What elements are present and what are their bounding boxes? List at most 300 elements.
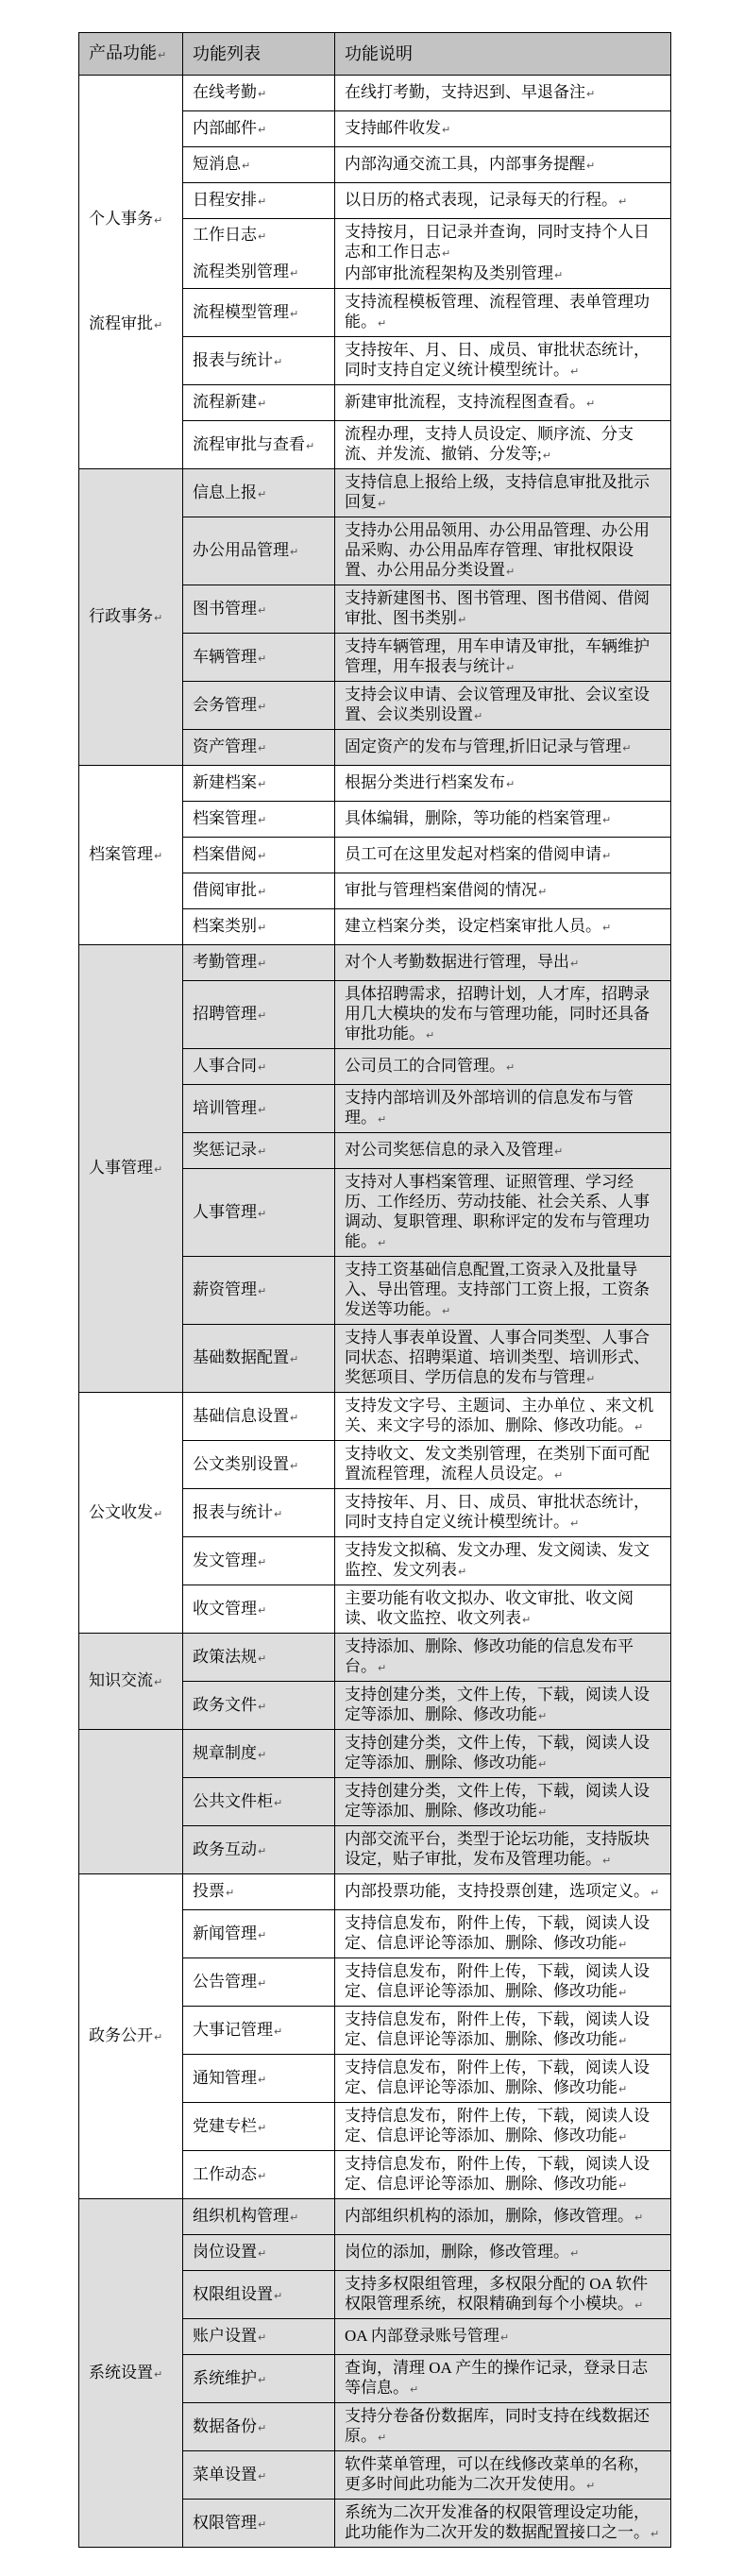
paragraph-mark-icon: ↵: [634, 1421, 644, 1433]
paragraph-mark-icon: ↵: [258, 1652, 267, 1665]
paragraph-mark-icon: ↵: [410, 2383, 419, 2396]
paragraph-mark-icon: ↵: [618, 2035, 628, 2047]
paragraph-mark-icon: ↵: [290, 307, 299, 320]
category-label: 系统设置↵: [89, 2363, 163, 2381]
description-paragraph: 支持添加、删除、修改功能的信息发布平台。↵: [345, 1637, 634, 1675]
description-cell: [335, 1133, 671, 1169]
feature-cell: [183, 2055, 335, 2103]
paragraph-mark-icon: ↵: [158, 48, 167, 61]
category-label: 知识交流↵: [89, 1671, 163, 1689]
feature-label: 流程类别管理↵: [193, 262, 299, 280]
description-paragraph: 审批与管理档案借阅的情况↵: [345, 881, 548, 899]
paragraph-mark-icon: ↵: [618, 2179, 628, 2192]
feature-label: 报表与统计↵: [193, 350, 283, 369]
paragraph-mark-icon: ↵: [154, 1676, 163, 1688]
feature-cell: [183, 730, 335, 766]
feature-label: 图书管理↵: [193, 599, 267, 618]
feature-cell: [183, 1133, 335, 1169]
category-cell: [79, 1874, 183, 2199]
paragraph-mark-icon: ↵: [506, 778, 516, 790]
paragraph-mark-icon: ↵: [634, 2212, 644, 2224]
description-paragraph: 系统为二次开发准备的权限管理设定功能，此功能作为二次开发的数据配置接口之一。↵: [345, 2503, 660, 2541]
paragraph-mark-icon: ↵: [274, 2025, 283, 2038]
category-cell: [79, 76, 183, 469]
description-cell: [335, 585, 671, 634]
description-cell: [335, 1169, 671, 1257]
description-cell: [335, 1537, 671, 1585]
paragraph-mark-icon: ↵: [258, 1603, 267, 1617]
paragraph-mark-icon: ↵: [602, 814, 612, 826]
paragraph-mark-icon: ↵: [570, 365, 580, 378]
feature-label: 人事管理↵: [193, 1202, 267, 1221]
paragraph-mark-icon: ↵: [258, 398, 267, 410]
paragraph-mark-icon: ↵: [618, 1939, 628, 1951]
paragraph-mark-icon: ↵: [618, 195, 628, 208]
feature-label: 薪资管理↵: [193, 1280, 267, 1298]
description-cell: [335, 634, 671, 682]
paragraph-mark-icon: ↵: [242, 160, 251, 172]
paragraph-mark-icon: ↵: [538, 1758, 548, 1771]
description-paragraph: 具体招聘需求，招聘计划，人才库，招聘录用几大模块的发布与管理功能，同时还具备审批功能。↵: [345, 985, 650, 1042]
paragraph-mark-icon: ↵: [154, 1163, 163, 1176]
feature-label: 信息上报↵: [193, 483, 267, 501]
description-cell: [335, 2271, 671, 2319]
paragraph-mark-icon: ↵: [258, 2517, 267, 2531]
feature-cell: [183, 2235, 335, 2271]
paragraph-mark-icon: ↵: [258, 229, 267, 243]
description-paragraph: 查询，清理 OA 产生的操作记录，登录日志等信息。↵: [345, 2359, 649, 2397]
description-paragraph: 支持按年、月、日、成员、审批状态统计，同时支持自定义统计模型统计。↵: [345, 1493, 650, 1531]
feature-cell: [183, 1874, 335, 1910]
paragraph-mark-icon: ↵: [154, 319, 163, 331]
category-label: 个人事务↵: [89, 210, 163, 228]
paragraph-mark-icon: ↵: [258, 1103, 267, 1116]
feature-cell: [183, 1778, 335, 1826]
paragraph-mark-icon: ↵: [154, 2367, 163, 2381]
description-paragraph: 建立档案分类，设定档案审批人员。↵: [345, 917, 612, 935]
table-row: [79, 945, 671, 981]
description-paragraph: 支持邮件收发↵: [345, 119, 451, 137]
paragraph-mark-icon: ↵: [154, 2031, 163, 2043]
description-paragraph: 软件菜单管理，可以在线修改菜单的名称，更多时间此功能为二次开发使用。↵: [345, 2455, 650, 2493]
paragraph-mark-icon: ↵: [570, 2247, 580, 2260]
paragraph-mark-icon: ↵: [586, 1373, 596, 1385]
paragraph-mark-icon: ↵: [258, 2469, 267, 2483]
feature-label: 档案类别↵: [193, 917, 267, 935]
description-paragraph: 支持创建分类，文件上传，下载，阅读人设定等添加、删除、修改功能↵: [345, 1686, 650, 1723]
feature-label: 政务互动↵: [193, 1839, 267, 1858]
description-cell: [335, 1910, 671, 1958]
paragraph-mark-icon: ↵: [622, 742, 632, 754]
description-cell: [335, 219, 671, 289]
paragraph-mark-icon: ↵: [258, 742, 267, 754]
feature-label: 招聘管理↵: [193, 1005, 267, 1023]
description-cell: [335, 1826, 671, 1874]
paragraph-mark-icon: ↵: [290, 546, 299, 558]
description-paragraph: 支持信息发布，附件上传，下载，阅读人设定、信息评论等添加、删除、修改功能↵: [345, 2155, 650, 2193]
paragraph-mark-icon: ↵: [226, 1887, 235, 1899]
feature-cell: [183, 682, 335, 730]
feature-label: 党建专栏↵: [193, 2116, 267, 2135]
feature-label: 借阅审批↵: [193, 881, 267, 899]
description-paragraph: 支持分卷备份数据库，同时支持在线数据还原。↵: [345, 2407, 650, 2445]
feature-label: 政策法规↵: [193, 1647, 267, 1666]
description-paragraph: 新建审批流程，支持流程图查看。↵: [345, 393, 596, 411]
description-cell: [335, 289, 671, 337]
description-paragraph: 支持信息发布，附件上传，下载，阅读人设定、信息评论等添加、删除、修改功能↵: [345, 1962, 650, 2000]
paragraph-mark-icon: ↵: [522, 1614, 532, 1626]
paragraph-mark-icon: ↵: [618, 2131, 628, 2144]
description-paragraph: 对个人考勤数据进行管理，导出↵: [345, 953, 580, 971]
feature-cell: [183, 1085, 335, 1133]
feature-cell: [183, 873, 335, 909]
category-label: 政务公开↵: [89, 2026, 163, 2044]
table-row: [79, 1874, 671, 1910]
description-cell: [335, 2403, 671, 2451]
paragraph-mark-icon: ↵: [258, 1844, 267, 1857]
feature-cell: [183, 2007, 335, 2055]
category-cell: [79, 469, 183, 766]
description-cell: [335, 766, 671, 802]
paragraph-mark-icon: ↵: [554, 269, 564, 281]
paragraph-mark-icon: ↵: [442, 247, 451, 260]
description-cell: [335, 1325, 671, 1393]
paragraph-mark-icon: ↵: [274, 1507, 283, 1520]
paragraph-mark-icon: ↵: [258, 2421, 267, 2434]
feature-label: 会务管理↵: [193, 695, 267, 714]
paragraph-mark-icon: ↵: [554, 1145, 564, 1158]
description-cell: [335, 1634, 671, 1682]
feature-cell: [183, 981, 335, 1049]
feature-label: 投票↵: [193, 1882, 235, 1900]
description-cell: [335, 873, 671, 909]
description-cell: [335, 337, 671, 385]
description-cell: [335, 2199, 671, 2235]
paragraph-mark-icon: ↵: [442, 1305, 451, 1317]
paragraph-mark-icon: ↵: [474, 710, 483, 722]
description-paragraph: 内部交流平台，类型于论坛功能，支持版块设定，贴子审批，发布及管理功能。↵: [345, 1830, 650, 1868]
description-paragraph: 支持新建图书、图书管理、图书借阅、借阅审批、图书类别↵: [345, 589, 650, 627]
feature-label: 数据备份↵: [193, 2416, 267, 2435]
description-cell: [335, 2235, 671, 2271]
feature-label: 考勤管理↵: [193, 953, 267, 971]
description-paragraph: 支持办公用品领用、办公用品管理、办公用品采购、办公用品库存管理、审批权限设置、办公用品分类设置↵: [345, 521, 650, 579]
product-feature-table: [78, 32, 671, 2548]
paragraph-mark-icon: ↵: [290, 1353, 299, 1365]
paragraph-mark-icon: ↵: [586, 2480, 596, 2492]
paragraph-mark-icon: ↵: [258, 1061, 267, 1074]
paragraph-mark-icon: ↵: [442, 124, 451, 136]
paragraph-mark-icon: ↵: [258, 1928, 267, 1941]
feature-label: 系统维护↵: [193, 2368, 267, 2387]
table-row: [79, 1393, 671, 1441]
description-paragraph: 主要功能有收文拟办、收文审批、收文阅读、收文监控、收文列表↵: [345, 1589, 634, 1627]
feature-label: 公共文件柜↵: [193, 1791, 283, 1810]
paragraph-mark-icon: ↵: [154, 1507, 163, 1520]
feature-cell: [183, 469, 335, 517]
paragraph-mark-icon: ↵: [154, 612, 163, 624]
description-paragraph: 支持工资基础信息配置,工资录入及批量导入、导出管理。支持部门工资上报，工资条发送等功能。↵: [345, 1261, 650, 1318]
paragraph-mark-icon: ↵: [618, 1987, 628, 1999]
feature-label: 新闻管理↵: [193, 1924, 267, 1942]
table-row: [79, 1634, 671, 1682]
feature-cell: [183, 183, 335, 219]
header-cell-function-description: [335, 33, 671, 76]
description-paragraph: 支持收文、发文类别管理，在类别下面可配置流程管理，流程人员设定。↵: [345, 1445, 650, 1483]
feature-cell: [183, 766, 335, 802]
table-row: [79, 766, 671, 802]
paragraph-mark-icon: ↵: [651, 2528, 660, 2540]
feature-cell: [183, 1910, 335, 1958]
description-paragraph: OA 内部登录账号管理↵: [345, 2327, 510, 2345]
paragraph-mark-icon: ↵: [154, 214, 163, 227]
description-cell: [335, 1682, 671, 1730]
paragraph-mark-icon: ↵: [378, 2432, 387, 2444]
feature-cell: [183, 1730, 335, 1778]
description-cell: [335, 469, 671, 517]
paragraph-mark-icon: ↵: [306, 439, 315, 452]
description-cell: [335, 1393, 671, 1441]
description-paragraph: 内部投票功能，支持投票创建，选项定义。↵: [345, 1882, 660, 1900]
feature-label: 工作动态↵: [193, 2164, 267, 2183]
description-cell: [335, 945, 671, 981]
feature-label: 档案管理↵: [193, 809, 267, 827]
paragraph-mark-icon: ↵: [458, 1566, 467, 1578]
description-cell: [335, 2151, 671, 2199]
paragraph-mark-icon: ↵: [538, 1710, 548, 1722]
feature-cell: [183, 1826, 335, 1874]
paragraph-mark-icon: ↵: [651, 1887, 660, 1899]
feature-cell: [183, 2271, 335, 2319]
feature-cell: [183, 1634, 335, 1682]
category-cell: [79, 1393, 183, 1634]
paragraph-mark-icon: ↵: [570, 1517, 580, 1530]
description-cell: [335, 183, 671, 219]
feature-label: 流程模型管理↵: [193, 302, 299, 321]
feature-label: 公文类别设置↵: [193, 1454, 299, 1473]
paragraph-mark-icon: ↵: [458, 614, 467, 626]
feature-label: 档案借阅↵: [193, 845, 267, 863]
feature-cell: [183, 1393, 335, 1441]
paragraph-mark-icon: ↵: [258, 922, 267, 934]
paragraph-mark-icon: ↵: [258, 778, 267, 790]
description-cell: [335, 421, 671, 469]
paragraph-mark-icon: ↵: [290, 1459, 299, 1472]
description-paragraph: 在线打考勤，支持迟到、早退备注↵: [345, 83, 596, 101]
paragraph-mark-icon: ↵: [258, 1145, 267, 1158]
paragraph-mark-icon: ↵: [258, 2169, 267, 2182]
paragraph-mark-icon: ↵: [290, 266, 299, 280]
feature-label: 流程新建↵: [193, 393, 267, 411]
header-cell-product-function: [79, 33, 183, 76]
feature-cell: [183, 1958, 335, 2007]
paragraph-mark-icon: ↵: [258, 1555, 267, 1568]
header-row: [79, 33, 671, 76]
paragraph-mark-icon: ↵: [258, 1700, 267, 1713]
feature-cell: [183, 1169, 335, 1257]
category-label: 行政事务↵: [89, 607, 163, 625]
paragraph-mark-icon: ↵: [258, 2073, 267, 2086]
category-label: 档案管理↵: [89, 845, 163, 863]
description-cell: [335, 1730, 671, 1778]
description-paragraph: 员工可在这里发起对档案的借阅申请↵: [345, 845, 612, 863]
paragraph-mark-icon: ↵: [258, 2121, 267, 2134]
feature-cell: [183, 909, 335, 945]
paragraph-mark-icon: ↵: [290, 2212, 299, 2224]
description-paragraph: 公司员工的合同管理。↵: [345, 1057, 516, 1075]
description-paragraph: 内部审批流程架构及类别管理↵: [345, 264, 564, 282]
description-cell: [335, 1585, 671, 1634]
feature-cell: [183, 634, 335, 682]
paragraph-mark-icon: ↵: [538, 1806, 548, 1819]
feature-label: 日程安排↵: [193, 191, 267, 209]
paragraph-mark-icon: ↵: [274, 355, 283, 368]
feature-label: 报表与统计↵: [193, 1502, 283, 1521]
feature-cell: [183, 2103, 335, 2151]
feature-cell: [183, 111, 335, 147]
description-paragraph: 支持发文字号、主题词、主办单位 、来文机关、来文字号的添加、删除、修改功能。↵: [345, 1397, 654, 1434]
category-cell: [79, 1634, 183, 1730]
category-cell: [79, 945, 183, 1393]
feature-label: 流程审批与查看↵: [193, 434, 315, 453]
paragraph-mark-icon: ↵: [499, 2331, 510, 2344]
description-paragraph: 支持人事表单设置、人事合同类型、人事合同状态、招聘渠道、培训类型、培训形式、奖惩项目、学历信息的发布与管理↵: [345, 1329, 650, 1386]
description-paragraph: 支持信息上报给上级，支持信息审批及批示回复↵: [345, 473, 650, 511]
header-label: 功能说明: [345, 43, 413, 63]
description-cell: [335, 517, 671, 585]
description-paragraph: 固定资产的发布与管理,折旧记录与管理↵: [345, 737, 632, 755]
feature-cell: [183, 1585, 335, 1634]
paragraph-mark-icon: ↵: [542, 449, 551, 462]
paragraph-mark-icon: ↵: [554, 1469, 564, 1482]
table-row: [79, 2199, 671, 2235]
paragraph-mark-icon: ↵: [258, 2247, 267, 2260]
description-cell: [335, 909, 671, 945]
paragraph-mark-icon: ↵: [586, 398, 596, 410]
paragraph-mark-icon: ↵: [154, 850, 163, 862]
feature-label: 发文管理↵: [193, 1551, 267, 1569]
description-paragraph: 岗位的添加，删除，修改管理。↵: [345, 2243, 580, 2261]
description-cell: [335, 1085, 671, 1133]
feature-cell: [183, 1489, 335, 1537]
description-cell: [335, 2355, 671, 2403]
feature-cell: [183, 945, 335, 981]
paragraph-mark-icon: ↵: [506, 566, 516, 578]
description-cell: [335, 1958, 671, 2007]
paragraph-mark-icon: ↵: [258, 2331, 267, 2344]
description-cell: [335, 2500, 671, 2548]
description-paragraph: 根据分类进行档案发布↵: [345, 773, 516, 791]
feature-cell: [183, 2319, 335, 2355]
paragraph-mark-icon: ↵: [258, 886, 267, 898]
category-cell: [79, 766, 183, 945]
feature-label: 通知管理↵: [193, 2068, 267, 2087]
feature-label: 奖惩记录↵: [193, 1141, 267, 1159]
feature-cell: [183, 2403, 335, 2451]
category-label: 公文收发↵: [89, 1502, 163, 1521]
description-paragraph: 支持流程模板管理、流程管理、表单管理功能。↵: [345, 293, 650, 330]
category-label: 人事管理↵: [89, 1159, 163, 1177]
description-paragraph: 流程办理，支持人员设定、顺序流、分支流、并发流、撤销、分发等;↵: [345, 425, 634, 463]
description-cell: [335, 730, 671, 766]
feature-label: 权限组设置↵: [193, 2284, 283, 2303]
description-cell: [335, 147, 671, 183]
description-paragraph: 支持信息发布，附件上传，下载，阅读人设定、信息评论等添加、删除、修改功能↵: [345, 2107, 650, 2144]
feature-cell: [183, 1537, 335, 1585]
description-cell: [335, 1049, 671, 1085]
paragraph-mark-icon: ↵: [506, 1061, 516, 1074]
description-paragraph: 支持创建分类，文件上传，下载，阅读人设定等添加、删除、修改功能↵: [345, 1782, 650, 1820]
feature-cell: [183, 2355, 335, 2403]
feature-label: 权限管理↵: [193, 2513, 267, 2532]
paragraph-mark-icon: ↵: [290, 1411, 299, 1424]
description-paragraph: 以日历的格式表现，记录每天的行程。↵: [345, 191, 628, 209]
feature-label: 在线考勤↵: [193, 83, 267, 101]
paragraph-mark-icon: ↵: [258, 124, 267, 136]
paragraph-mark-icon: ↵: [274, 1796, 283, 1809]
paragraph-mark-icon: ↵: [258, 2373, 267, 2386]
feature-cell: [183, 585, 335, 634]
description-cell: [335, 2319, 671, 2355]
paragraph-mark-icon: ↵: [258, 603, 267, 617]
description-paragraph: 支持信息发布，附件上传，下载，阅读人设定、信息评论等添加、删除、修改功能↵: [345, 2059, 650, 2096]
paragraph-mark-icon: ↵: [602, 922, 612, 934]
description-paragraph: 支持会议申请、会议管理及审批、会议室设置、会议类别设置↵: [345, 686, 650, 723]
description-cell: [335, 802, 671, 838]
feature-label: 人事合同↵: [193, 1057, 267, 1075]
paragraph-mark-icon: ↵: [426, 1029, 435, 1042]
feature-cell: [183, 289, 335, 337]
description-paragraph: 内部组织机构的添加，删除，修改管理。↵: [345, 2207, 644, 2225]
paragraph-mark-icon: ↵: [258, 814, 267, 826]
header-label: 产品功能↵: [89, 42, 167, 62]
description-cell: [335, 2451, 671, 2500]
description-paragraph: 对公司奖惩信息的录入及管理↵: [345, 1141, 564, 1159]
paragraph-mark-icon: ↵: [258, 1207, 267, 1220]
feature-label: 收文管理↵: [193, 1599, 267, 1618]
paragraph-mark-icon: ↵: [586, 88, 596, 100]
paragraph-mark-icon: ↵: [634, 2299, 644, 2312]
feature-cell: [183, 802, 335, 838]
paragraph-mark-icon: ↵: [258, 700, 267, 713]
feature-label: 公告管理↵: [193, 1972, 267, 1991]
description-paragraph: 支持多权限组管理，多权限分配的 OA 软件权限管理系统，权限精确到每个小模块。↵: [345, 2275, 649, 2313]
description-cell: [335, 838, 671, 873]
feature-label: 菜单设置↵: [193, 2465, 267, 2483]
feature-label: 工作日志↵: [193, 225, 267, 244]
table-row: [79, 469, 671, 517]
feature-cell: [183, 838, 335, 873]
description-paragraph: 支持信息发布，附件上传，下载，阅读人设定、信息评论等添加、删除、修改功能↵: [345, 1914, 650, 1952]
paragraph-mark-icon: ↵: [602, 1855, 612, 1867]
feature-cell: [183, 1441, 335, 1489]
feature-label: 新建档案↵: [193, 773, 267, 791]
description-paragraph: 支持发文拟稿、发文办理、发文阅读、发文监控、发文列表↵: [345, 1541, 650, 1579]
paragraph-mark-icon: ↵: [258, 1285, 267, 1297]
feature-cell: [183, 1682, 335, 1730]
description-cell: [335, 2103, 671, 2151]
paragraph-mark-icon: ↵: [618, 2083, 628, 2095]
table-row: [79, 76, 671, 111]
feature-label: 资产管理↵: [193, 737, 267, 755]
category-cell: [79, 1730, 183, 1874]
description-cell: [335, 1257, 671, 1325]
paragraph-mark-icon: ↵: [258, 487, 267, 500]
feature-cell: [183, 337, 335, 385]
description-paragraph: 支持信息发布，附件上传，下载，阅读人设定、信息评论等添加、删除、修改功能↵: [345, 2010, 650, 2048]
feature-cell: [183, 385, 335, 421]
paragraph-mark-icon: ↵: [258, 850, 267, 862]
